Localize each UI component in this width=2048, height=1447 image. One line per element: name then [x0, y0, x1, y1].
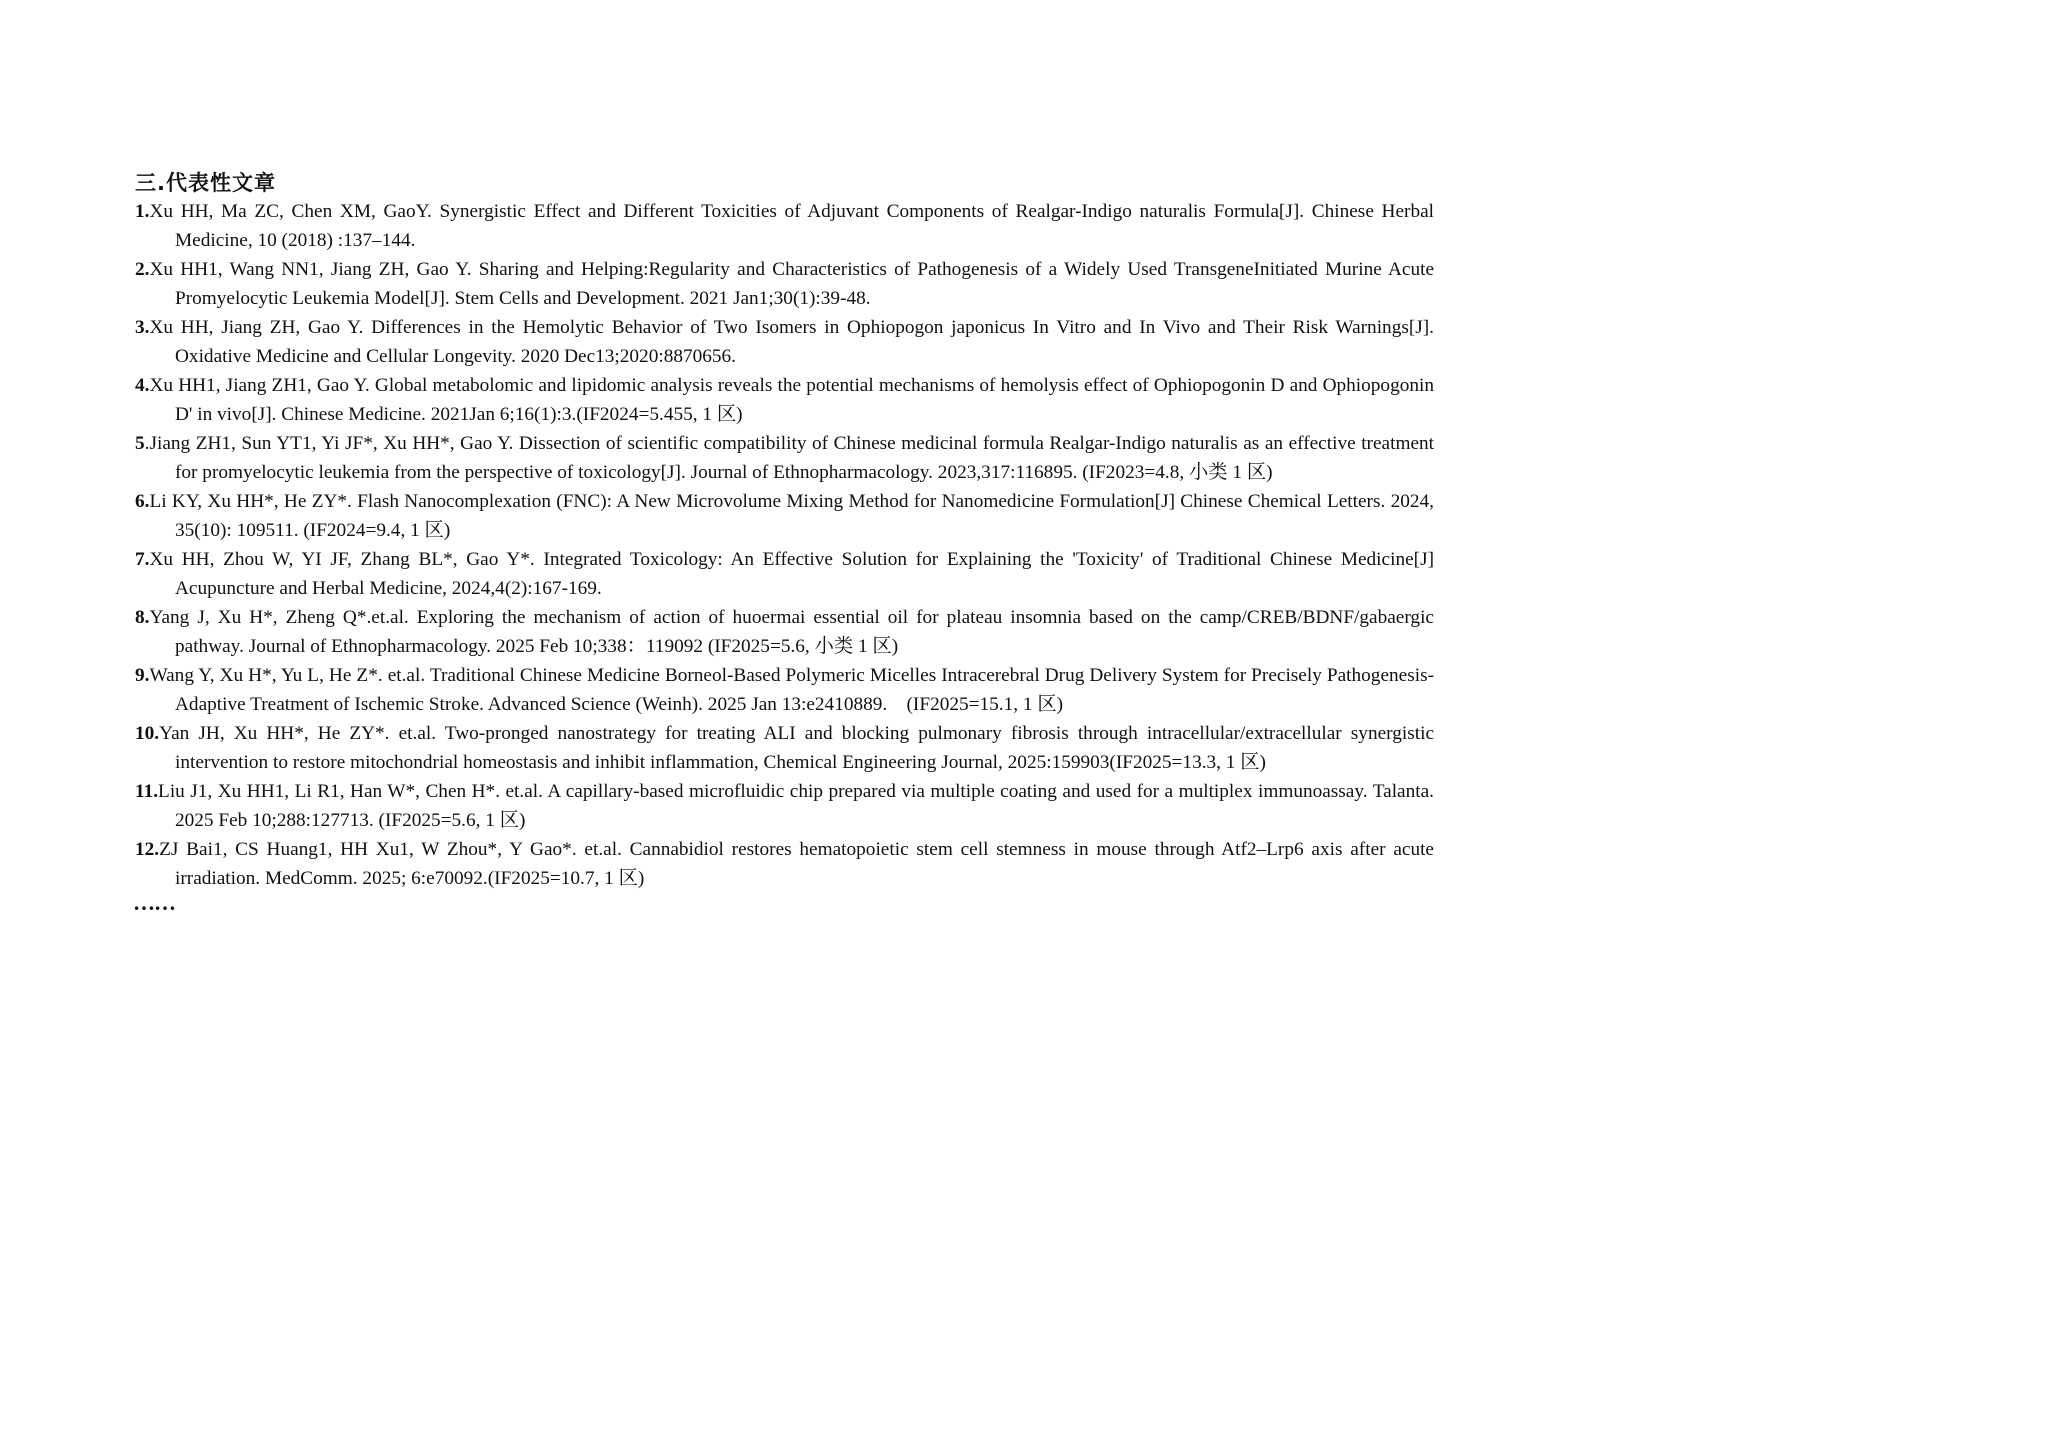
reference-text: Li KY, Xu HH*, He ZY*. Flash Nanocomplexation (FNC): A New Microvolume Mixing Method for Nanomedicine Formulation[J] Chinese Chemical Letters. 2024, 35(10): 109511. (IF2024=9.4, 1 区)	[149, 491, 1434, 541]
reference-number: 10.	[135, 723, 160, 744]
reference-text: ZJ Bai1, CS Huang1, HH Xu1, W Zhou*, Y Gao*. et.al. Cannabidiol restores hematopoietic stem cell stemness in mouse through Atf2–Lrp6 axis after acute irradiation. MedComm. 2025; 6:e70092.(IF2025=10.7, 1 区)	[159, 839, 1434, 889]
reference-item	[135, 719, 1434, 777]
reference-number: 5	[135, 433, 145, 454]
reference-item	[135, 603, 1434, 661]
reference-number: 7.	[135, 549, 150, 570]
reference-item	[135, 487, 1434, 545]
reference-text: Liu J1, Xu HH1, Li R1, Han W*, Chen H*. et.al. A capillary-based microfluidic chip prepared via multiple coating and used for a multiplex immunoassay. Talanta. 2025 Feb 10;288:127713. (IF2025=5.6, 1 区)	[158, 781, 1434, 831]
reference-text: Xu HH, Jiang ZH, Gao Y. Differences in the Hemolytic Behavior of Two Isomers in Ophiopogon japonicus In Vitro and In Vivo and Their Risk Warnings[J]. Oxidative Medicine and Cellular Longevity. 2020 Dec13;2020:8870656.	[149, 317, 1434, 367]
reference-item	[135, 255, 1434, 313]
reference-number: 1.	[135, 201, 150, 222]
ellipsis: ……	[133, 890, 175, 915]
reference-number: 11.	[135, 781, 159, 802]
reference-item	[135, 835, 1434, 893]
reference-text: Wang Y, Xu H*, Yu L, He Z*. et.al. Traditional Chinese Medicine Borneol-Based Polymeric Micelles Intracerebral Drug Delivery System for Precisely Pathogenesis-Adaptive Treatment of Ischemic Stroke. Advanced Science (Weinh). 2025 Jan 13:e2410889. (IF2025=15.1, 1 区)	[149, 665, 1434, 715]
reference-item	[135, 371, 1434, 429]
reference-number: 2.	[135, 259, 150, 280]
reference-item	[135, 777, 1434, 835]
reference-item	[135, 429, 1434, 487]
section-title: 三.代表性文章	[135, 171, 276, 195]
reference-number: 9.	[135, 665, 150, 686]
reference-text: Xu HH, Zhou W, YI JF, Zhang BL*, Gao Y*. Integrated Toxicology: An Effective Solution for Explaining the 'Toxicity' of Traditional Chinese Medicine[J] Acupuncture and Herbal Medicine, 2024,4(2):167-169.	[149, 549, 1434, 599]
reference-number: 8.	[135, 607, 150, 628]
reference-item	[135, 197, 1434, 255]
reference-number: 3.	[135, 317, 150, 338]
reference-number: 12.	[135, 839, 160, 860]
reference-text: Xu HH, Ma ZC, Chen XM, GaoY. Synergistic Effect and Different Toxicities of Adjuvant Components of Realgar-Indigo naturalis Formula[J]. Chinese Herbal Medicine, 10 (2018) :137–144.	[149, 201, 1434, 251]
reference-item	[135, 661, 1434, 719]
reference-item	[135, 313, 1434, 371]
reference-list	[135, 197, 1434, 893]
reference-text: Xu HH1, Jiang ZH1, Gao Y. Global metabolomic and lipidomic analysis reveals the potential mechanisms of hemolysis effect of Ophiopogonin D and Ophiopogonin D' in vivo[J]. Chinese Medicine. 2021Jan 6;16(1):3.(IF2024=5.455, 1 区)	[149, 375, 1434, 425]
reference-text: .Jiang ZH1, Sun YT1, Yi JF*, Xu HH*, Gao Y. Dissection of scientific compatibility of Chinese medicinal formula Realgar-Indigo naturalis as an effective treatment for promyelocytic leukemia from the perspective of toxicology[J]. Journal of Ethnopharmacology. 2023,317:116895. (IF2023=4.8, 小类 1 区)	[144, 433, 1434, 483]
reference-number: 4.	[135, 375, 150, 396]
reference-text: Yan JH, Xu HH*, He ZY*. et.al. Two-pronged nanostrategy for treating ALI and blocking pulmonary fibrosis through intracellular/extracellular synergistic intervention to restore mitochondrial homeostasis and inhibit inflammation, Chemical Engineering Journal, 2025:159903(IF2025=13.3, 1 区)	[159, 723, 1434, 773]
reference-number: 6.	[135, 491, 150, 512]
reference-item	[135, 545, 1434, 603]
reference-text: Xu HH1, Wang NN1, Jiang ZH, Gao Y. Sharing and Helping:Regularity and Characteristics of Pathogenesis of a Widely Used TransgeneInitiated Murine Acute Promyelocytic Leukemia Model[J]. Stem Cells and Development. 2021 Jan1;30(1):39-48.	[149, 259, 1434, 309]
reference-text: Yang J, Xu H*, Zheng Q*.et.al. Exploring the mechanism of action of huoermai essential oil for plateau insomnia based on the camp/CREB/BDNF/gabaergic pathway. Journal of Ethnopharmacology. 2025 Feb 10;338：119092 (IF2025=5.6, 小类 1 区)	[149, 607, 1434, 657]
